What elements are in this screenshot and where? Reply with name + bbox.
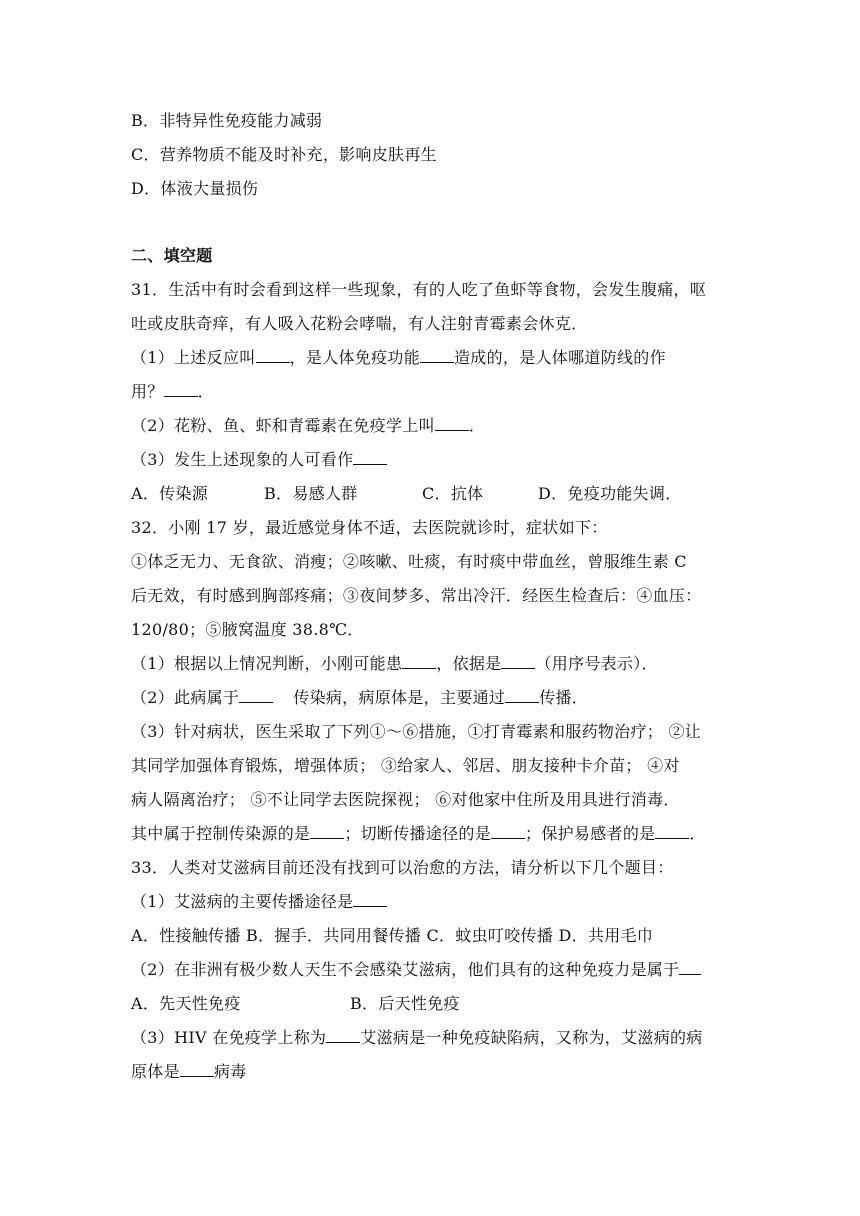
q31-option-d: D．免疫功能失调． — [538, 484, 682, 503]
blank[interactable] — [655, 824, 689, 839]
q33-part-2 — [131, 960, 701, 980]
q33-part-3 — [131, 1028, 703, 1048]
text: ． — [197, 382, 214, 401]
q31-options — [131, 484, 731, 504]
text: 用？ — [131, 382, 164, 401]
q31-option-c: C．抗体 — [422, 484, 484, 503]
text: ，是人体免疫功能 — [289, 348, 420, 367]
text: 传播． — [539, 688, 589, 707]
text: （2）在非洲有极少数人天生不会感染艾滋病，他们具有的这种免疫力是属于 — [131, 960, 680, 979]
q33-option-b: B．后天性免疫 — [350, 994, 460, 1013]
text: （1）艾滋病的主要传播途径是 — [131, 892, 354, 911]
blank[interactable] — [256, 348, 290, 363]
text: （用序号表示）． — [535, 654, 658, 673]
blank[interactable] — [353, 892, 387, 907]
q31-part-1-cont — [131, 382, 214, 402]
q32-part-3-line-4 — [131, 824, 706, 844]
text: 病毒 — [213, 1062, 247, 1081]
q31-part-1 — [131, 348, 666, 368]
text: ，依据是 — [436, 654, 502, 673]
q31-option-b: B．易感人群 — [264, 484, 358, 503]
text: 其中属于控制传染源的是 — [131, 824, 311, 843]
text: ． — [689, 824, 706, 843]
text: ． — [468, 416, 486, 435]
text: （2）花粉、鱼、虾和青霉素在免疫学上叫 — [131, 416, 435, 435]
q31-part-2 — [131, 416, 485, 436]
q32-part-1 — [131, 654, 658, 674]
text: 艾滋病是一种免疫缺陷病，又称为，艾滋病的病 — [360, 1028, 703, 1047]
blank[interactable] — [505, 688, 539, 703]
blank[interactable] — [501, 654, 535, 669]
q31-stem-line-2: 吐或皮肤奇痒，有人吸入花粉会哮喘，有人注射青霉素会休克． — [131, 314, 588, 333]
text: （3）发生上述现象的人可看作 — [131, 450, 354, 469]
text: （1）根据以上情况判断，小刚可能患 — [131, 654, 403, 673]
option-c: C．营养物质不能及时补充，影响皮肤再生 — [131, 145, 437, 164]
q32-symptoms-line-2: 后无效，有时感到胸部疼痛；③夜间梦多、常出冷汗．经医生检查后：④血压： — [131, 586, 702, 605]
q31-stem-line-1: 31．生活中有时会看到这样一些现象，有的人吃了鱼虾等食物，会发生腹痛，呕 — [131, 280, 707, 299]
text: 原体是 — [131, 1062, 180, 1081]
q32-part-3-line-1: （3）针对病状，医生采取了下列①～⑥措施，①打青霉素和服药物治疗； ②让 — [131, 722, 702, 741]
option-b: B．非特异性免疫能力减弱 — [131, 111, 323, 130]
blank[interactable] — [310, 824, 344, 839]
text: ；保护易感者的是 — [525, 824, 656, 843]
blank[interactable] — [679, 960, 701, 975]
blank[interactable] — [420, 348, 454, 363]
blank[interactable] — [353, 450, 387, 465]
blank[interactable] — [402, 654, 436, 669]
q32-part-2 — [131, 688, 588, 708]
q33-part-2-options — [131, 994, 631, 1014]
text: ；切断传播途径的是 — [344, 824, 492, 843]
q32-symptoms-line-3: 120/80；⑤腋窝温度 38.8℃． — [131, 620, 364, 639]
text: 造成的，是人体哪道防线的作 — [454, 348, 666, 367]
text: 传染病，病原体是，主要通过 — [293, 688, 506, 707]
blank[interactable] — [239, 688, 273, 703]
text: （2）此病属于 — [131, 688, 240, 707]
text: （1）上述反应叫 — [131, 348, 256, 367]
q33-part-1-options: A．性接触传播 B．握手．共同用餐传播 C．蚊虫叮咬传播 D．共用毛巾 — [131, 926, 654, 945]
blank[interactable] — [435, 416, 469, 431]
q33-stem: 33．人类对艾滋病目前还没有找到可以治愈的方法，请分析以下几个题目： — [131, 858, 674, 877]
q31-option-a: A．传染源 — [131, 484, 209, 503]
option-d: D．体液大量损伤 — [131, 179, 259, 198]
q31-part-3 — [131, 450, 387, 470]
q32-stem: 32．小刚 17 岁，最近感觉身体不适，去医院就诊时，症状如下： — [131, 518, 608, 537]
q33-part-3-cont — [131, 1062, 247, 1082]
blank[interactable] — [180, 1062, 214, 1077]
q32-symptoms-line-1: ①体乏无力、无食欲、消瘦；②咳嗽、吐痰，有时痰中带血丝，曾服维生素 C — [131, 552, 687, 571]
blank[interactable] — [491, 824, 525, 839]
q32-part-3-line-2: 其同学加强体育锻炼，增强体质； ③给家人、邻居、朋友接种卡介苗； ④对 — [131, 756, 680, 775]
q33-part-1 — [131, 892, 387, 912]
blank[interactable] — [326, 1028, 360, 1043]
q32-part-3-line-3: 病人隔离治疗； ⑤不让同学去医院探视； ⑥对他家中住所及用具进行消毒． — [131, 790, 680, 809]
section-heading: 二、填空题 — [131, 246, 213, 265]
blank[interactable] — [164, 382, 198, 397]
q33-option-a: A．先天性免疫 — [131, 994, 241, 1013]
text: （3）HIV 在免疫学上称为 — [131, 1028, 327, 1047]
